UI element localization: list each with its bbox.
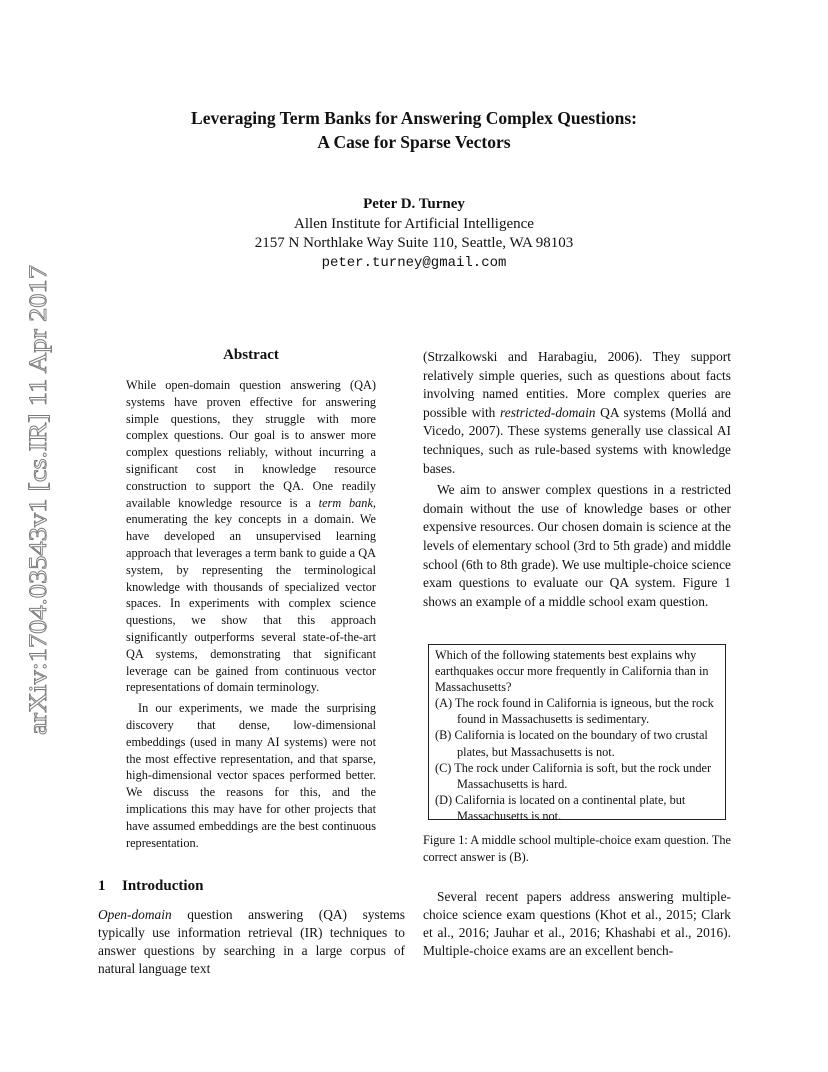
arxiv-side-stamp xyxy=(16,265,56,745)
abstract-paragraph-1 xyxy=(126,377,376,696)
title-line-2: A Case for Sparse Vectors xyxy=(317,132,511,152)
intro-right-p1-a: (Strzalkowski and Harabagiu, 2006). They support relatively simple queries, such as questions about facts involving named entities. More complex queries are possible with xyxy=(423,349,731,420)
exam-option-c: (C) The rock under California is soft, but the rock under Massachusetts is hard. xyxy=(435,760,712,791)
title-line-1: Leveraging Term Banks for Answering Complex Questions: xyxy=(191,108,637,128)
figure-1-caption: Figure 1: A middle school multiple-choice exam question. The correct answer is (B). xyxy=(423,833,731,864)
section-number: 1 xyxy=(98,878,106,894)
intro-right-p1-b: QA systems (Mollá and Vicedo, 2007). These systems generally use classical AI techniques, such as rule-based systems with knowledge bases. xyxy=(423,404,731,476)
right-column-text xyxy=(423,348,731,611)
author-address: 2157 N Northlake Way Suite 110, Seattle, WA 98103 xyxy=(254,235,574,251)
intro-left-text: question answering (QA) systems typically use information retrieval (IR) techniques to answer questions by searching in a large corpus of natural language text xyxy=(98,907,405,976)
abstract-heading: Abstract xyxy=(223,347,279,363)
abstract-p1-a: While open-domain question answering (QA) systems have proven effective for answering simple questions, they struggle with more complex questions. Our goal is to answer more complex questions reliably, without incurring a significant cost in knowledge resource construction to support the QA. One readily available knowledge resource is a xyxy=(126,378,376,510)
author-name: Peter D. Turney xyxy=(363,196,465,212)
intro-restricted-domain: restricted-domain xyxy=(500,404,596,420)
section-title: Introduction xyxy=(122,878,204,894)
abstract-term-bank: term bank xyxy=(318,495,373,510)
section-heading-introduction xyxy=(98,878,203,895)
author-block xyxy=(0,195,828,273)
intro-right-paragraph-1 xyxy=(423,348,731,478)
abstract-paragraph-2: In our experiments, we made the surprising discovery that dense, low-dimensional embeddings (used in many AI systems) were not the most effective representation, and that sparse, high-dimensional vector spaces performed better. We discuss the reasons for this, and the implications this may have for other projects that have assumed embeddings are the best continuous representation. xyxy=(126,701,376,850)
intro-right-paragraph-2: We aim to answer complex questions in a restricted domain without the use of knowledge bases or other expensive resources. Our chosen domain is science at the levels of elementary school (3rd to 5th grade) and middle school (6th to 8th grade). We use multiple-choice science exam questions to evaluate our QA system. Figure 1 shows an example of a middle school exam question. xyxy=(423,482,731,609)
intro-open-domain: Open-domain xyxy=(98,907,172,922)
paper-title xyxy=(0,106,828,154)
abstract-body xyxy=(126,377,376,851)
intro-right-paragraph-3: Several recent papers address answering multiple-choice science exam questions (Khot et al., 2015; Clark et al., 2016; Jauhar et al., 2016; Khashabi et al., 2016). Multiple-choice exams are an excellent bench- xyxy=(423,889,731,958)
exam-option-a: (A) The rock found in California is igneous, but the rock found in Massachusetts is sedimentary. xyxy=(435,696,714,727)
exam-option-d: (D) California is located on a continental plate, but Massachusetts is not. xyxy=(435,792,686,823)
intro-left-paragraph xyxy=(98,906,405,978)
figure-1-box xyxy=(428,644,726,823)
arxiv-stamp-text: arXiv:1704.03543v1 [cs.IR] 11 Apr 2017 xyxy=(25,322,52,735)
intro-right-paragraph-3-wrap xyxy=(423,888,731,960)
author-affiliation: Allen Institute for Artificial Intelligence xyxy=(294,215,534,232)
author-email: peter.turney@gmail.com xyxy=(321,254,507,271)
exam-question: Which of the following statements best explains why earthquakes occur more frequently in California than in Massachusetts? xyxy=(435,648,709,695)
exam-option-b: (B) California is located on the boundary of two crustal plates, but Massachusetts is not. xyxy=(435,728,708,759)
abstract-p1-b: , enumerating the key concepts in a domain. We have developed an unsupervised learning approach that leverages a term bank to guide a QA system, by representing the terminological knowledge with thousands of specialized vector spaces. In experiments with complex science questions, we show that this approach significantly outperforms several state-of-the-art QA systems, demonstrating that significant leverage can be gained from continuous vector representations of domain terminology. xyxy=(126,495,376,695)
